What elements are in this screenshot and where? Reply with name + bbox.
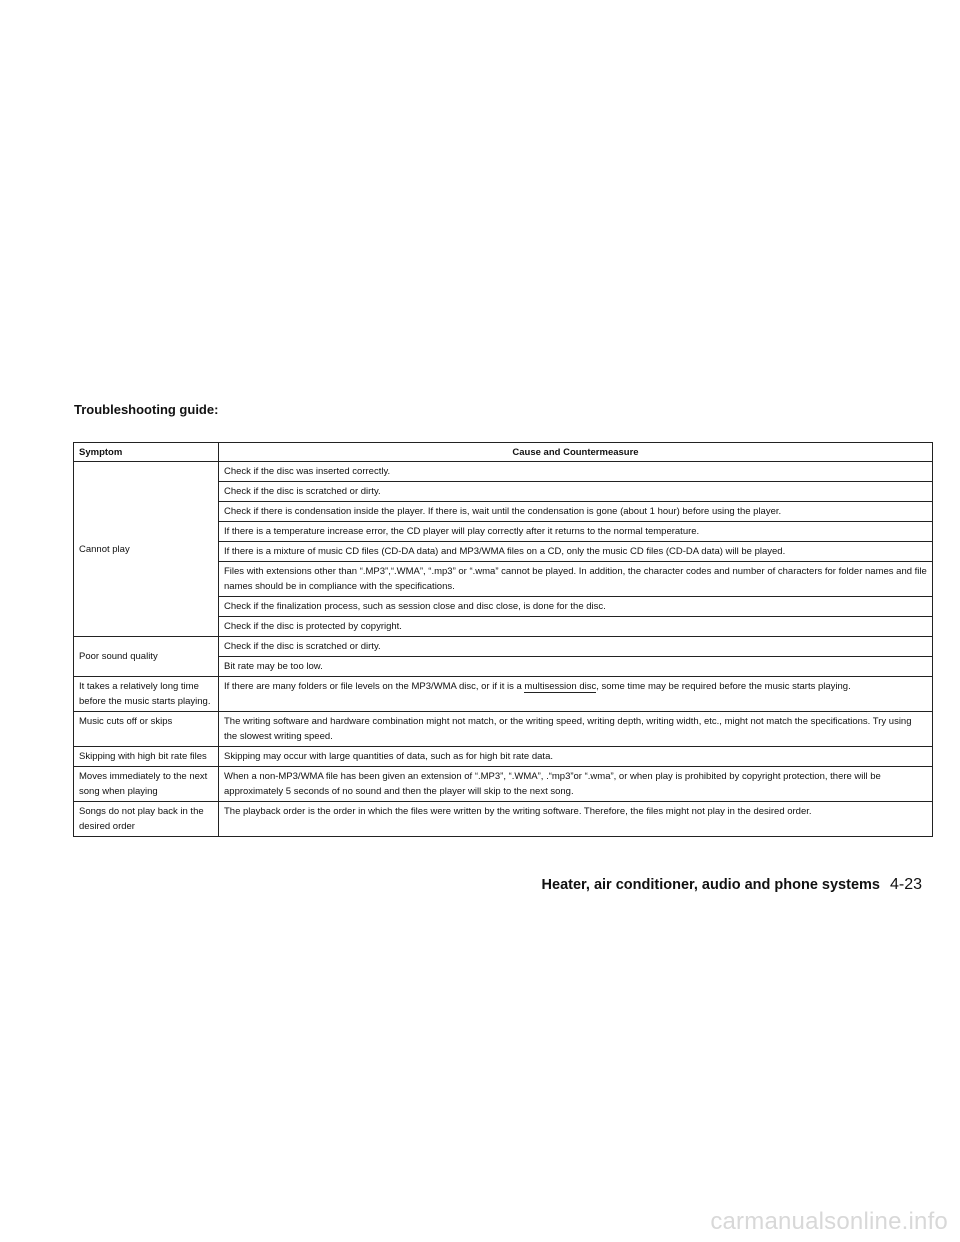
symptom-cell: Music cuts off or skips <box>74 712 219 747</box>
cause-column-header: Cause and Countermeasure <box>219 443 933 462</box>
cause-cell: Bit rate may be too low. <box>219 657 933 677</box>
cause-cell: If there is a mixture of music CD files (CD-DA data) and MP3/WMA files on a CD, only the music CD files (CD-DA data) will be played. <box>219 542 933 562</box>
section-title: Troubleshooting guide: <box>74 402 219 417</box>
cause-cell: The playback order is the order in which the files were written by the writing software. Therefore, the files might not play in the desired order. <box>219 802 933 837</box>
cause-cell: When a non-MP3/WMA file has been given an extension of “.MP3”, “.WMA”, .“mp3”or “.wma”, or when play is prohibited by copyright protection, there will be approximately 5 seconds of no sound and then the player will skip to the next song. <box>219 767 933 802</box>
table-row <box>74 747 933 767</box>
cause-text: , some time may be required before the music starts playing. <box>596 681 851 692</box>
cause-cell: The writing software and hardware combination might not match, or the writing speed, writing depth, writing width, etc., might not match the specifications. Try using the slowest writing speed. <box>219 712 933 747</box>
cause-cell: Skipping may occur with large quantities of data, such as for high bit rate data. <box>219 747 933 767</box>
footer-section-title: Heater, air conditioner, audio and phone systems <box>541 877 880 893</box>
cause-cell: Check if the disc was inserted correctly. <box>219 462 933 482</box>
cause-cell: Files with extensions other than “.MP3”,“.WMA”, “.mp3” or “.wma” cannot be played. In addition, the character codes and number of characters for folder names and file names should be in compliance with the specifications. <box>219 562 933 597</box>
table-row <box>74 767 933 802</box>
cause-cell: Check if the disc is scratched or dirty. <box>219 637 933 657</box>
cause-cell: Check if the finalization process, such as session close and disc close, is done for the disc. <box>219 597 933 617</box>
symptom-cell: Skipping with high bit rate files <box>74 747 219 767</box>
table-row <box>74 462 933 482</box>
table-row <box>74 637 933 657</box>
symptom-cell: Songs do not play back in the desired order <box>74 802 219 837</box>
cause-cell <box>219 677 933 712</box>
table-row <box>74 802 933 837</box>
symptom-cell: Cannot play <box>74 462 219 637</box>
table-row <box>74 677 933 712</box>
table-row <box>74 712 933 747</box>
multisession-disc-link[interactable]: multisession disc <box>524 681 597 692</box>
symptom-column-header: Symptom <box>74 443 219 462</box>
page-number: 4-23 <box>889 876 922 893</box>
cause-cell: If there is a temperature increase error, the CD player will play correctly after it returns to the normal temperature. <box>219 522 933 542</box>
cause-cell: Check if the disc is protected by copyright. <box>219 617 933 637</box>
cause-cell: Check if the disc is scratched or dirty. <box>219 482 933 502</box>
cause-text: If there are many folders or file levels on the MP3/WMA disc, or if it is a <box>224 681 525 692</box>
symptom-cell: It takes a relatively long time before the music starts playing. <box>74 677 219 712</box>
cause-cell: Check if there is condensation inside the player. If there is, wait until the condensation is gone (about 1 hour) before using the player. <box>219 502 933 522</box>
page-footer <box>542 876 922 894</box>
troubleshooting-table <box>73 442 933 837</box>
table-header-row <box>74 443 933 462</box>
symptom-cell: Moves immediately to the next song when playing <box>74 767 219 802</box>
symptom-cell: Poor sound quality <box>74 637 219 677</box>
watermark: carmanualsonline.info <box>710 1208 948 1235</box>
